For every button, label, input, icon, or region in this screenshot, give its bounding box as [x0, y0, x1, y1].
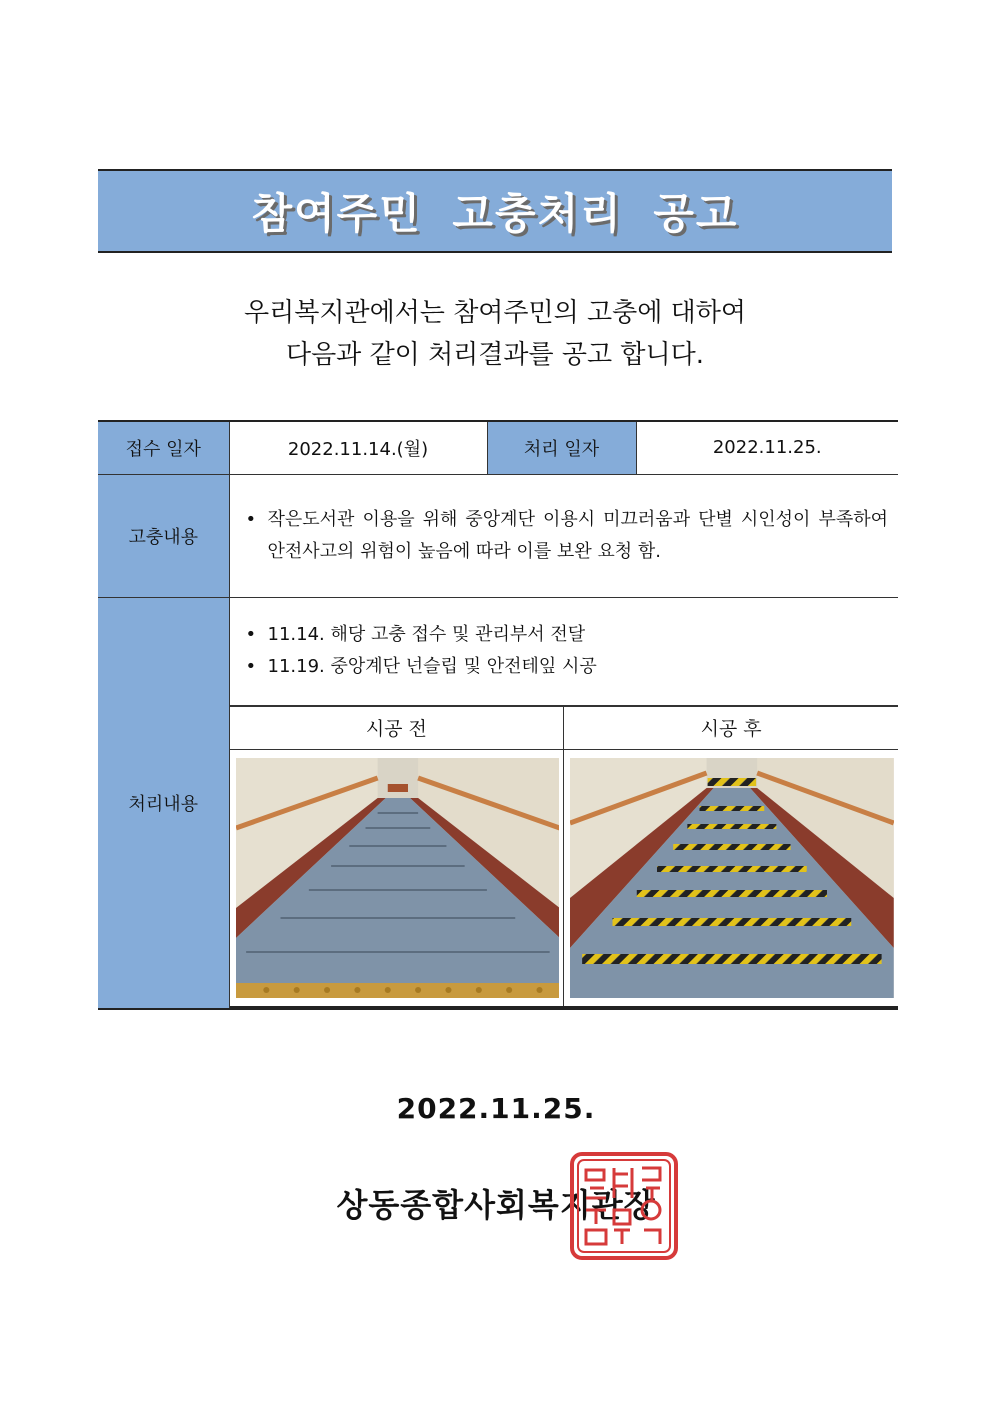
official-seal-icon — [568, 1150, 680, 1262]
after-label: 시공 후 — [564, 706, 898, 749]
before-photo-cell — [230, 749, 564, 1007]
received-date-value: 2022.11.14.(월) — [229, 421, 487, 474]
before-photo — [236, 758, 560, 998]
processed-date-label: 처리 일자 — [487, 421, 636, 474]
page-title: 참여주민 고충처리 공고 — [251, 189, 739, 238]
processed-date-value: 2022.11.25. — [636, 421, 898, 474]
action-content — [229, 597, 898, 1009]
complaint-content — [229, 474, 898, 597]
action-item-1: • 11.14. 해당 고충 접수 및 관리부서 전달 — [240, 619, 889, 651]
complaint-text: • 작은도서관 이용을 위해 중앙계단 이용시 미끄러움과 단별 시인성이 부족하여 안전사고의 위험이 높음에 따라 이를 보완 요청 함. — [240, 504, 889, 568]
action-item-2: • 11.19. 중앙계단 넌슬립 및 안전테잎 시공 — [240, 651, 889, 683]
after-photo — [570, 758, 894, 998]
complaint-label: 고충내용 — [98, 474, 229, 597]
photo-comparison — [230, 706, 899, 1008]
notice-table — [98, 420, 898, 1010]
intro-line-1: 우리복지관에서는 참여주민의 고충에 대하여 — [244, 298, 746, 328]
signer-name: 상동종합사회복지관장 — [336, 1186, 656, 1224]
notice-date: 2022.11.25. — [396, 1092, 596, 1125]
intro-line-2: 다음과 같이 처리결과를 공고 합니다. — [285, 340, 705, 370]
title-banner — [98, 169, 892, 253]
before-label: 시공 전 — [230, 706, 564, 749]
action-label: 처리내용 — [98, 597, 229, 1009]
after-photo-cell — [564, 749, 898, 1007]
intro-text — [98, 292, 892, 376]
received-date-label: 접수 일자 — [98, 421, 229, 474]
